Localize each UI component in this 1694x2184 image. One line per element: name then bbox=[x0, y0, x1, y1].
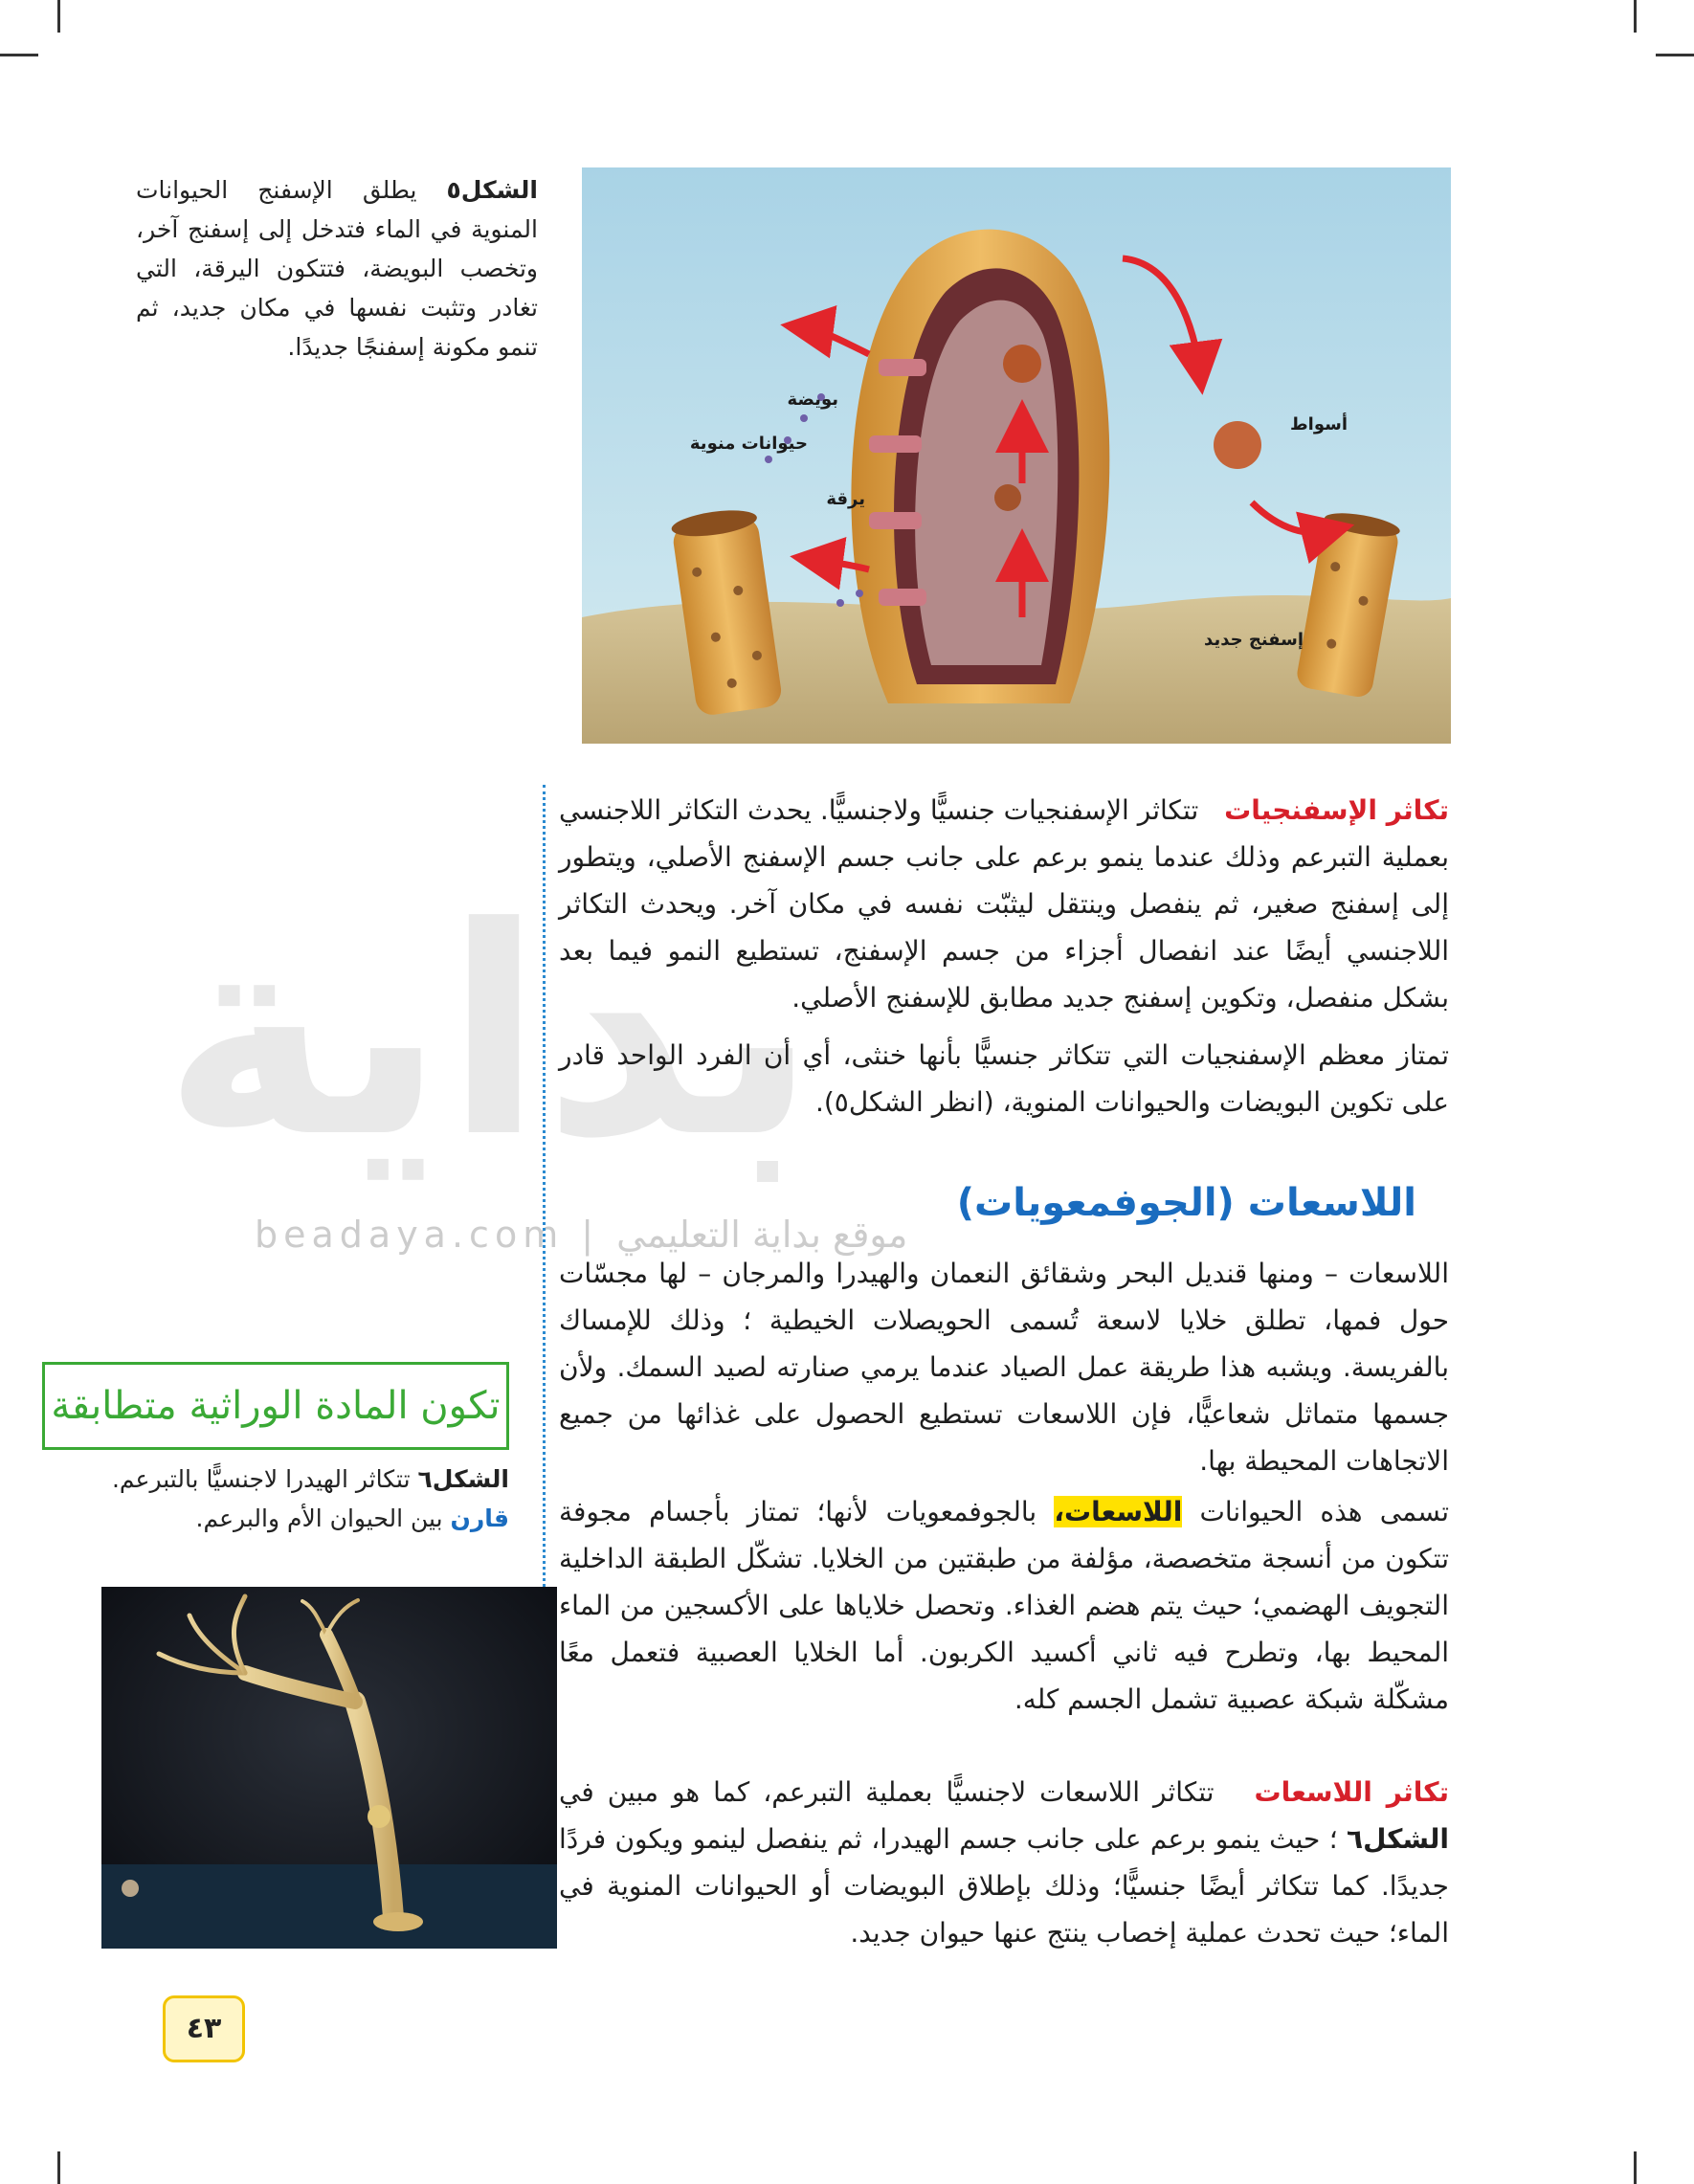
figure5-illustration bbox=[582, 167, 1451, 744]
compare-text: بين الحيوان الأم والبرعم. bbox=[195, 1504, 443, 1532]
figure6-hydra-photo bbox=[101, 1587, 557, 1949]
crop-mark bbox=[57, 2151, 60, 2184]
crop-mark bbox=[57, 0, 60, 33]
sponge-center bbox=[851, 230, 1109, 703]
sponge-repro-text-1: تتكاثر الإسفنجيات جنسيًّا ولاجنسيًّا. يحدث التكاثر اللاجنسي بعملية التبرعم وذلك عندما ينمو برعم على جانب جسم الإسفنج الأصلي، ويتطور إلى إسفنج صغير، ثم ينفصل وينتقل ليثبّت نفسه في مكان آخر. ويحدث التكاثر اللاجنسي أيضًا عند انفصال أجزاء من جسم الإسفنج، تستطيع النمو فيما بعد بشكل منفصل، وتكوين إسفنج جديد مطابق للإسفنج الأصلي. bbox=[559, 794, 1449, 1014]
label-sperm: حيوانات منوية bbox=[689, 434, 808, 454]
cnidaria-text-2-rest: بالجوفمعويات لأنها؛ تمتاز بأجسام مجوفة تتكون من أنسجة متخصصة، مؤلفة من طبقتين من الخلايا. تشكّل الطبقة الداخلية التجويف الهضمي؛ حيث يتم هضم الغذاء. وتحصل خلاياها على الأكسجين من الماء المحيط بها، وتطرح فيه ثاني أكسيد الكربون. أما الخلايا العصبية فتعمل معًا مشكّلة شبكة عصبية تشمل الجسم كله. bbox=[559, 1496, 1449, 1715]
figure5-caption-text: يطلق الإسفنج الحيوانات المنوية في الماء فتدخل إلى إسفنج آخر، وتخصب البويضة، فتتكون اليرقة، التي تغادر وتثبت نفسها في مكان جديد، ثم تنمو مكونة إسفنجًا جديدًا. bbox=[136, 176, 538, 361]
figure6-caption-text: تتكاثر الهيدرا لاجنسيًّا بالتبرعم. bbox=[111, 1465, 411, 1493]
cnidaria-repro-figure-ref: الشكل٦ bbox=[1347, 1823, 1449, 1855]
cnidaria-text-1: اللاسعات – ومنها قنديل البحر وشقائق النعمان والهيدرا والمرجان – لها مجسّات حول فمها، تطلق خلايا لاسعة تُسمى الحويصلات الخيطية ؛ وذلك للإمساك بالفريسة. ويشبه هذا طريقة عمل الصياد عندما يرمي صنارته لصيد السمك. ولأن جسمها متماثل شعاعيًّا، فإن اللاسعات تستطيع الحصول على غذائها من جميع الاتجاهات المحيطة بها. bbox=[559, 1258, 1449, 1477]
section-title-cnidaria: اللاسعات (الجوفمعويات) bbox=[956, 1181, 1416, 1225]
compare-label: قارن bbox=[450, 1504, 509, 1532]
sponge-repro-paragraph-1 bbox=[559, 787, 1449, 1021]
crop-mark bbox=[1634, 2151, 1637, 2184]
figure5-caption bbox=[136, 170, 538, 367]
watermark-logo: بداية bbox=[163, 866, 817, 1200]
watermark-subtitle: beadaya.com | موقع بداية التعليمي bbox=[255, 1214, 908, 1256]
genetic-material-note: تكون المادة الوراثية متطابقة bbox=[42, 1362, 509, 1450]
cnidaria-paragraph-2 bbox=[559, 1488, 1449, 1723]
sponge-reproduction-diagram bbox=[582, 167, 1451, 744]
cnidaria-repro-text-rest: ؛ حيث ينمو برعم على جانب جسم الهيدرا، ثم ينفصل لينمو ويكون فردًا جديدًا. كما تتكاثر أيضًا جنسيًّا؛ وذلك بإطلاق البويضات أو الحيوانات المنوية في الماء؛ حيث تحدث عملية إخصاب ينتج عنها حيوان جديد. bbox=[559, 1823, 1449, 1949]
hydra-image bbox=[101, 1587, 557, 1949]
sponge-repro-text-2: تمتاز معظم الإسفنجيات التي تتكاثر جنسيًّا بأنها خنثى، أي أن الفرد الواحد قادر على تكوين البويضات والحيوانات المنوية، (انظر الشكل٥). bbox=[559, 1039, 1449, 1118]
label-larva: يرقة bbox=[826, 489, 865, 509]
label-egg: بويضة bbox=[787, 390, 838, 410]
free-larva bbox=[1214, 421, 1261, 469]
cnidaria-paragraph-1 bbox=[559, 1250, 1449, 1484]
figure6-caption bbox=[98, 1460, 509, 1538]
sponge-repro-heading: تكاثر الإسفنجيات bbox=[1224, 794, 1449, 826]
figure6-caption-label: الشكل٦ bbox=[417, 1465, 509, 1493]
crop-mark bbox=[1656, 54, 1694, 56]
cnidaria-text-2-start: تسمى هذه الحيوانات bbox=[1199, 1496, 1449, 1527]
sponge-repro-paragraph-2 bbox=[559, 1032, 1449, 1125]
label-flagella: أسواط bbox=[1289, 414, 1348, 435]
cnidaria-repro-paragraph bbox=[559, 1769, 1449, 1956]
figure5-caption-label: الشكل٥ bbox=[446, 176, 538, 204]
cnidaria-repro-text-start: تتكاثر اللاسعات لاجنسيًّا بعملية التبرعم، كما هو مبين في bbox=[559, 1776, 1215, 1808]
crop-mark bbox=[1634, 0, 1637, 33]
cnidaria-repro-heading: تكاثر اللاسعات bbox=[1254, 1776, 1449, 1808]
label-new-sponge: إسفنج جديد bbox=[1204, 630, 1304, 650]
cnidaria-term-highlight: اللاسعات، bbox=[1054, 1496, 1183, 1527]
crop-mark bbox=[0, 54, 38, 56]
page-number: ٤٣ bbox=[163, 1995, 245, 2062]
